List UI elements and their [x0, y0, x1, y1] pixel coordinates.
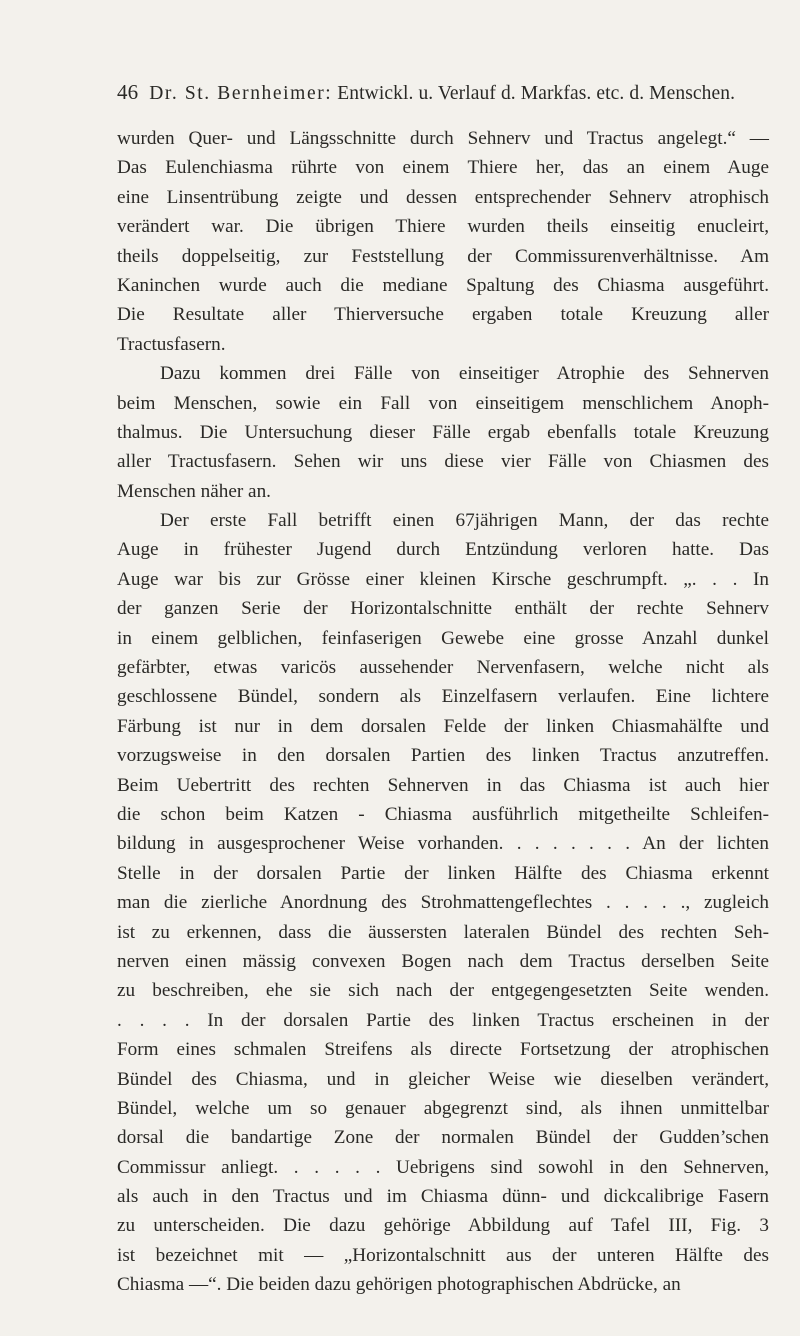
text-line: wurden Quer- und Längsschnitte durch Sehnerv und Tractus angelegt.“ —	[117, 128, 769, 149]
text-line: Beim Uebertritt des rechten Sehnerven in das Chiasma ist auch hier	[117, 774, 769, 796]
body-text	[117, 124, 769, 1300]
text-line: nerven einen mässig convexen Bogen nach dem Tractus derselben Seite	[117, 950, 769, 972]
text-line: Auge in frühester Jugend durch Entzündung verloren hatte. Das	[117, 539, 769, 561]
text-line: thalmus. Die Untersuchung dieser Fälle ergab ebenfalls totale Kreuzung	[117, 421, 769, 443]
text-line: ist zu erkennen, dass die äussersten lateralen Bündel des rechten Seh-	[117, 921, 769, 943]
text-line: geschlossene Bündel, sondern als Einzelfasern verlaufen. Eine lichtere	[117, 686, 769, 708]
text-line: Der erste Fall betrifft einen 67jährigen Mann, der das rechte	[160, 510, 769, 532]
text-line: die schon beim Katzen - Chiasma ausführlich mitgetheilte Schleifen-	[117, 803, 769, 825]
text-line: man die zierliche Anordnung des Strohmattengeflechtes . . . . ., zugleich	[117, 892, 769, 914]
text-line: Form eines schmalen Streifens als directe Fortsetzung der atrophischen	[117, 1039, 769, 1061]
page-number: 46	[117, 80, 139, 104]
text-line: Auge war bis zur Grösse einer kleinen Kirsche geschrumpft. „. . . In	[117, 568, 769, 590]
running-head-author: Dr. St. Bernheimer:	[149, 83, 333, 104]
text-line: Chiasma —“. Die beiden dazu gehörigen photographischen Abdrücke, an	[117, 1274, 681, 1296]
running-head-title: Entwickl. u. Verlauf d. Markfas. etc. d. Menschen.	[337, 83, 736, 104]
running-head	[117, 80, 767, 105]
text-line: bildung in ausgesprochener Weise vorhanden. . . . . . . . An der lichten	[117, 833, 769, 855]
text-line: in einem gelblichen, feinfaserigen Gewebe eine grosse Anzahl dunkel	[117, 627, 769, 649]
text-line: Kaninchen wurde auch die mediane Spaltung des Chiasma ausgeführt.	[117, 274, 769, 296]
text-line: Dazu kommen drei Fälle von einseitiger Atrophie des Sehnerven	[160, 363, 769, 385]
text-line: Stelle in der dorsalen Partie der linken Hälfte des Chiasma erkennt	[117, 862, 769, 884]
text-line: der ganzen Serie der Horizontalschnitte enthält der rechte Sehnerv	[117, 598, 769, 620]
text-line: Färbung ist nur in dem dorsalen Felde der linken Chiasmahälfte und	[117, 715, 769, 737]
text-line: zu unterscheiden. Die dazu gehörige Abbildung auf Tafel III, Fig. 3	[117, 1215, 769, 1237]
text-line: ist bezeichnet mit — „Horizontalschnitt aus der unteren Hälfte des	[117, 1244, 769, 1266]
text-line: gefärbter, etwas varicös aussehender Nervenfasern, welche nicht als	[117, 657, 769, 679]
paragraph	[117, 124, 769, 359]
text-line: Menschen näher an.	[117, 480, 271, 502]
text-line: vorzugsweise in den dorsalen Partien des linken Tractus anzutreffen.	[117, 745, 769, 767]
text-line: eine Linsentrübung zeigte und dessen entsprechender Sehnerv atrophisch	[117, 186, 769, 208]
text-line: Das Eulenchiasma rührte von einem Thiere her, das an einem Auge	[117, 157, 769, 179]
text-line: theils doppelseitig, zur Feststellung der Commissurenverhältnisse. Am	[117, 245, 769, 267]
text-line: verändert war. Die übrigen Thiere wurden theils einseitig enucleirt,	[117, 216, 769, 238]
text-line: aller Tractusfasern. Sehen wir uns diese vier Fälle von Chiasmen des	[117, 451, 769, 473]
text-line: dorsal die bandartige Zone der normalen Bündel der Gudden’schen	[117, 1127, 769, 1149]
text-line: Die Resultate aller Thierversuche ergaben totale Kreuzung aller	[117, 304, 769, 326]
text-line: Commissur anliegt. . . . . . Uebrigens sind sowohl in den Sehnerven,	[117, 1156, 769, 1178]
text-line: zu beschreiben, ehe sie sich nach der entgegengesetzten Seite wenden.	[117, 980, 769, 1002]
paragraph	[117, 506, 769, 1300]
text-line: beim Menschen, sowie ein Fall von einseitigem menschlichem Anoph-	[117, 392, 769, 414]
text-line: Tractusfasern.	[117, 333, 226, 355]
text-line: Bündel, welche um so genauer abgegrenzt sind, als ihnen unmittelbar	[117, 1097, 769, 1119]
text-line: . . . . In der dorsalen Partie des linken Tractus erscheinen in der	[117, 1009, 769, 1031]
text-line: Bündel des Chiasma, und in gleicher Weise wie dieselben verändert,	[117, 1068, 769, 1090]
paragraph	[117, 359, 769, 506]
text-line: als auch in den Tractus und im Chiasma dünn- und dickcalibrige Fasern	[117, 1186, 769, 1208]
